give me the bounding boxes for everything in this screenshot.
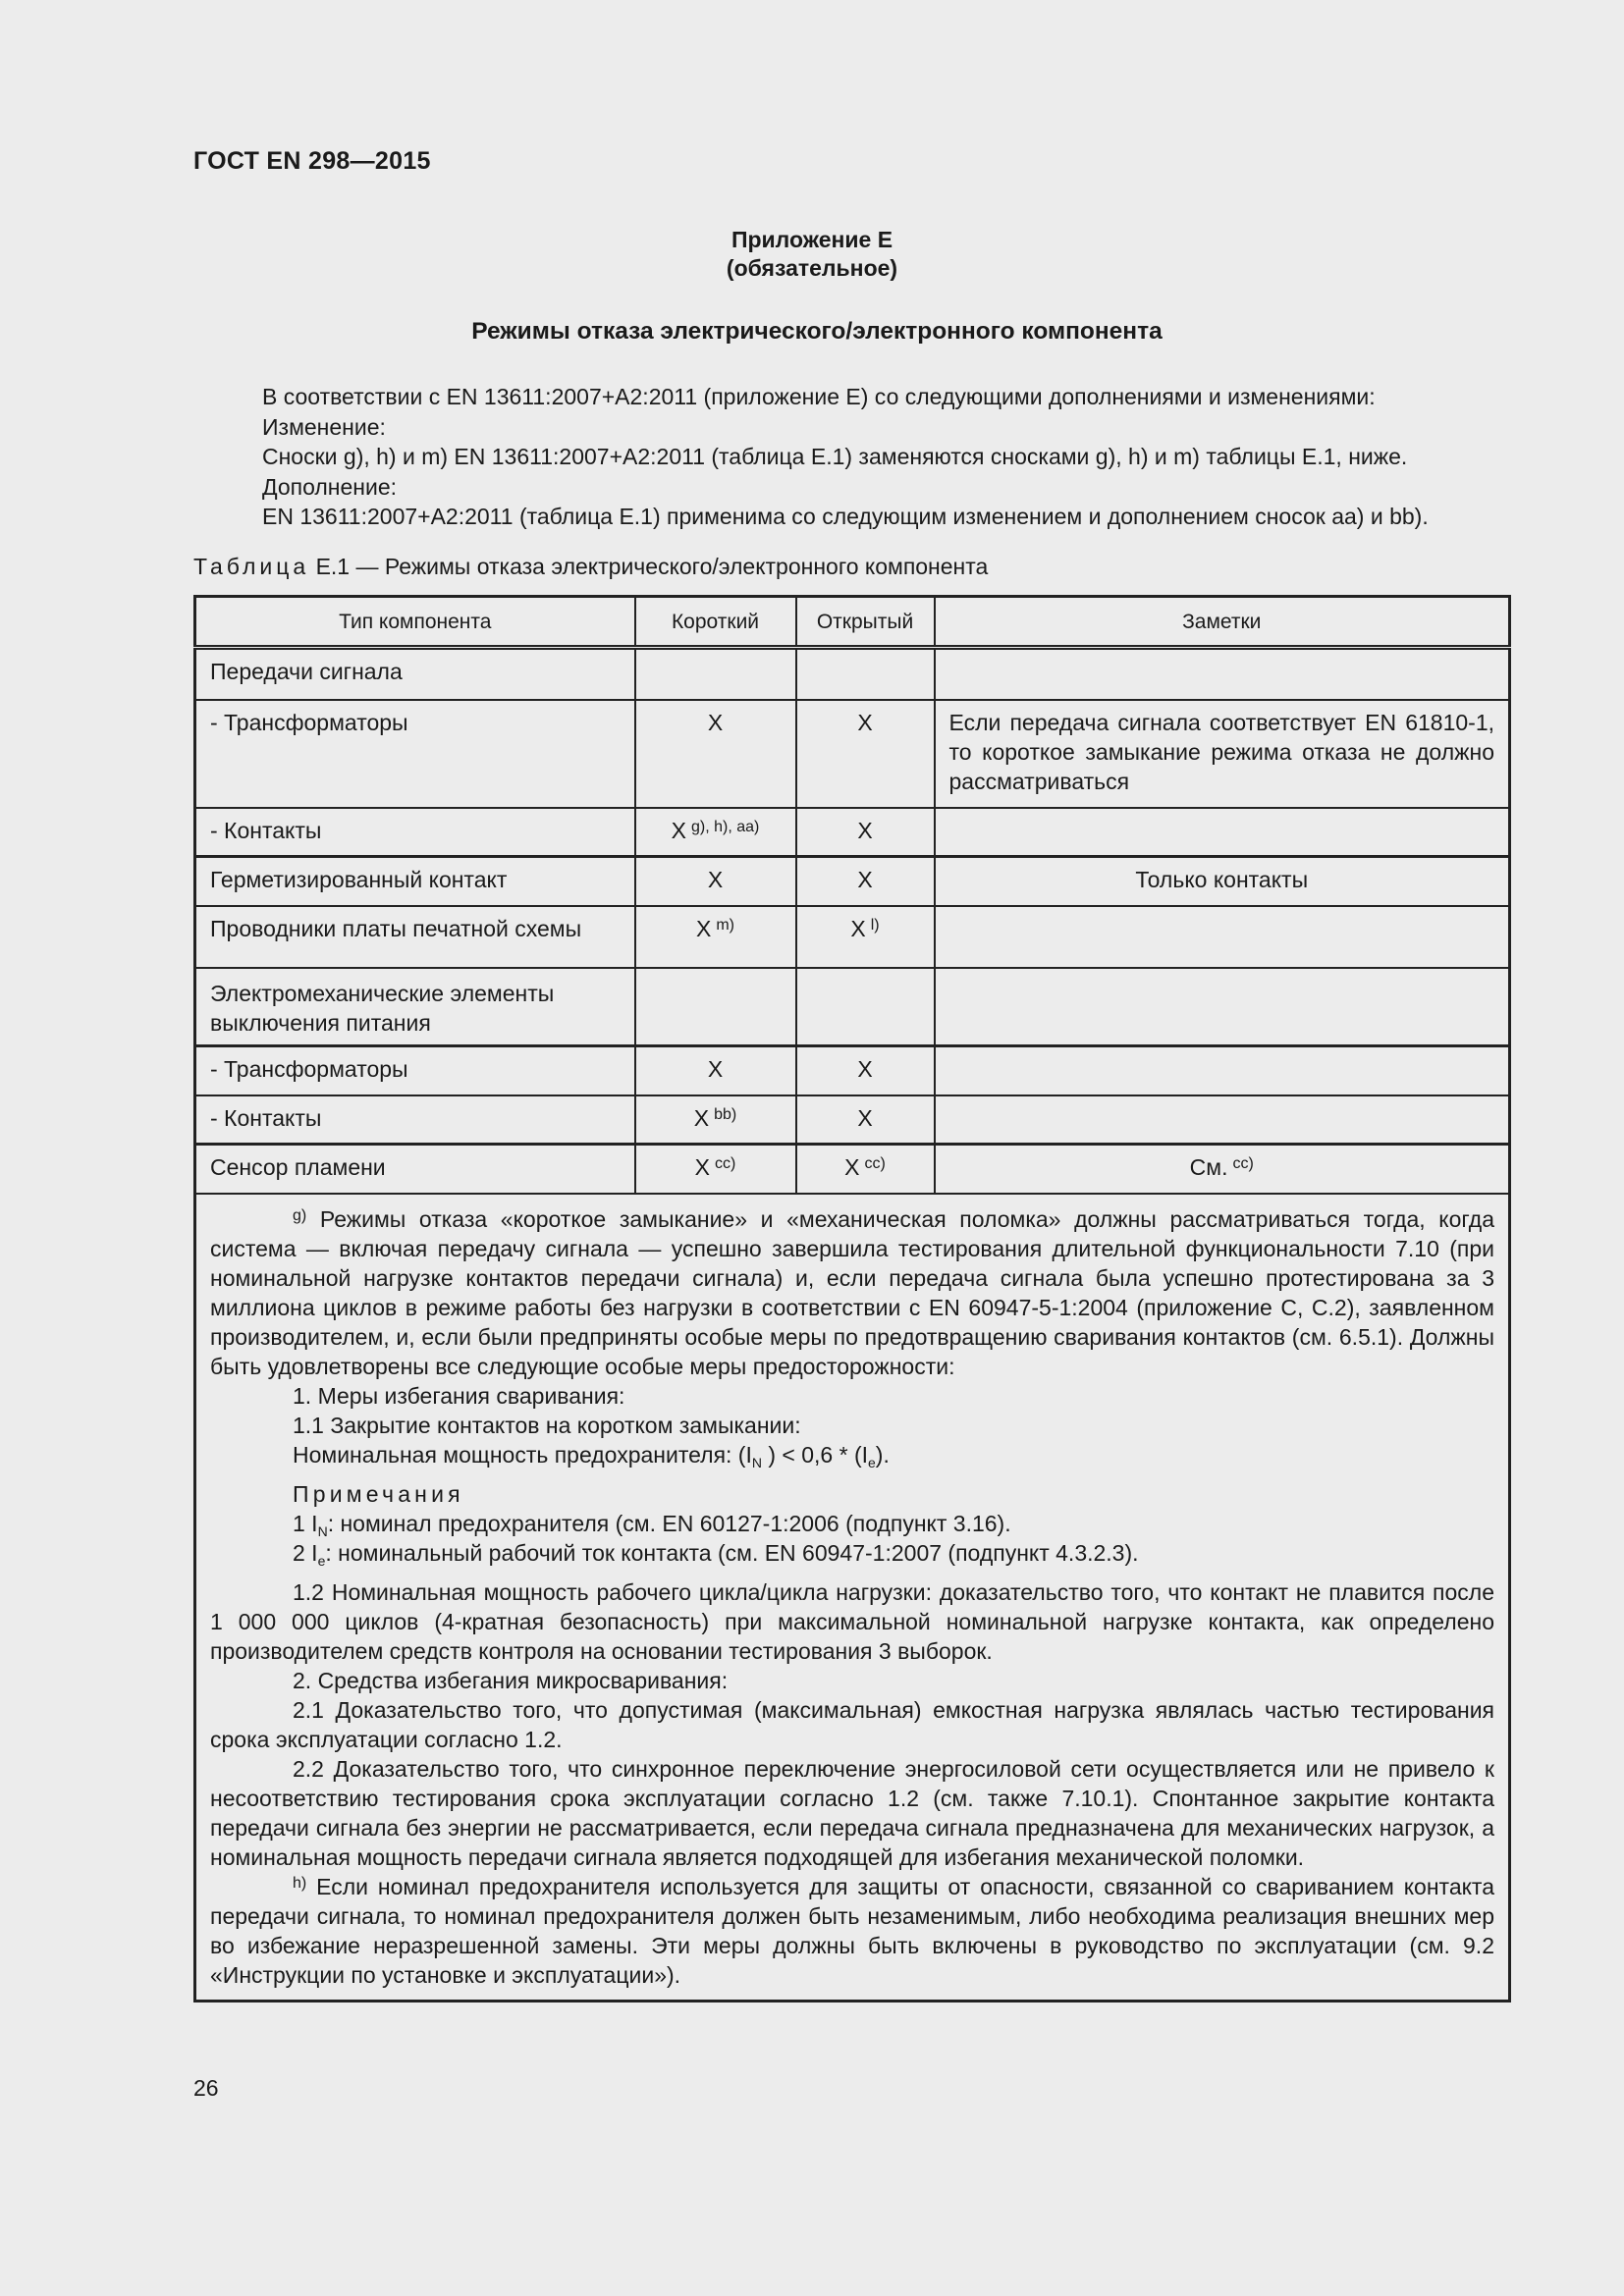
header-component-type: Тип компонента — [195, 597, 635, 648]
section-title: Режимы отказа электрического/электронного компонента — [471, 318, 1163, 345]
cell-type: Электромеханические элементы выключения питания — [195, 968, 635, 1046]
intro-line: Изменение: — [262, 413, 386, 440]
cell-notes — [935, 968, 1510, 1046]
intro-line: EN 13611:2007+A2:2011 (таблица Е.1) применима со следующим изменением и дополнением сносок аа) и bb). — [262, 504, 1429, 529]
table-caption-text: Е.1 — Режимы отказа электрического/электронного компонента — [315, 554, 989, 579]
table-caption — [193, 554, 988, 580]
cell-open: X — [796, 700, 935, 808]
cell-notes — [935, 648, 1510, 700]
cell-type: Проводники платы печатной схемы — [195, 906, 635, 968]
intro-line: Сноски g), h) и m) EN 13611:2007+A2:2011 (таблица Е.1) заменяются сносками g), h) и m) таблицы Е.1, ниже. — [262, 444, 1408, 469]
cell-type: - Трансформаторы — [195, 700, 635, 808]
failure-modes-table — [193, 595, 1511, 2002]
footnote-g: $^{g)}$ Режимы отказа «короткое замыкание» и «механическая поломка» должны рассматриваться тогда, когда система — включая передачу сигнала — успешно завершила тестирования длительной функциональности 7.10 (при номинальной нагрузке контактов передачи сигнала) и, если передача сигнала была успешно протестирована за 3 миллиона циклов в режиме работы без нагрузки в соответствии с EN 60947-5-1:2004 (приложение С, С.2), заявленном производителем, и, если были предприняты особые меры по предотвращению сваривания контактов (см. 6.5.1). Должны быть удовлетворены все следующие особые меры предосторожности: — [210, 1205, 1494, 1379]
cell-short: X — [635, 857, 796, 906]
cell-open — [796, 648, 935, 700]
cell-open: X — [796, 808, 935, 857]
cell-short — [635, 968, 796, 1046]
page-number: 26 — [193, 2075, 219, 2101]
cell-open — [796, 968, 935, 1046]
footnote-marker: g) — [293, 1206, 307, 1224]
table-caption-prefix: Таблица — [193, 554, 310, 579]
note-line: 2 $I_e$: номинальный рабочий ток контакта (см. EN 60947-1:2007 (подпункт 4.3.2.3). — [293, 1539, 1139, 1569]
annex-heading — [0, 226, 1624, 283]
measure-item: 2.2 Доказательство того, что синхронное переключение энергосиловой сети осуществляется или не привело к несоответствию тестирования срока эксплуатации согласно 1.2 (см. также 7.10.1). Спонтанное закрытие контакта передачи сигнала без энергии не рассматривается, если передача сигнала предназначена для механических нагрузок, а номинальная мощность передачи сигнала является подходящей для избегания механической поломки. — [210, 1755, 1494, 1870]
footnotes-cell — [195, 1194, 1510, 2002]
cell-notes — [935, 1046, 1510, 1095]
table-header-row — [195, 597, 1510, 648]
annex-title: Приложение Е — [731, 227, 893, 252]
measure-item: 1.1 Закрытие контактов на коротком замыкании: — [293, 1412, 801, 1438]
cell-notes — [935, 1095, 1510, 1145]
measure-item: 1.2 Номинальная мощность рабочего цикла/цикла нагрузки: доказательство того, что контакт не плавится после 1 000 000 циклов (4-кратная безопасность) при максимальной номинальной нагрузке контакта, как определено производителем средств контроля на основании тестирования 3 выборок. — [210, 1578, 1494, 1664]
document-code: ГОСТ EN 298—2015 — [193, 147, 431, 175]
header-short: Короткий — [635, 597, 796, 648]
table-row — [195, 648, 1510, 700]
intro-text — [262, 382, 1509, 532]
cell-type: - Контакты — [195, 1095, 635, 1145]
table-row — [195, 857, 1510, 906]
cell-open: X — [796, 1095, 935, 1145]
table-row — [195, 808, 1510, 857]
annex-status: (обязательное) — [726, 255, 898, 281]
cell-short: X — [635, 1046, 796, 1095]
footnote-marker: h) — [293, 1874, 307, 1892]
header-notes: Заметки — [935, 597, 1510, 648]
cell-short — [635, 648, 796, 700]
intro-line: Дополнение: — [262, 473, 398, 500]
cell-short: X — [635, 700, 796, 808]
cell-open: X $^{cc)}$ — [796, 1145, 935, 1194]
measure-item: 1. Меры избегания сваривания: — [293, 1382, 625, 1409]
cell-notes: См. $^{cc)}$ — [935, 1145, 1510, 1194]
cell-type: Сенсор пламени — [195, 1145, 635, 1194]
cell-short: X $^{bb)}$ — [635, 1095, 796, 1145]
notes-heading: Примечания — [293, 1480, 464, 1507]
cell-short: X $^{m)}$ — [635, 906, 796, 968]
cell-notes: Только контакты — [935, 857, 1510, 906]
cell-type: Герметизированный контакт — [195, 857, 635, 906]
cell-open: X $^{l)}$ — [796, 906, 935, 968]
table-row — [195, 1046, 1510, 1095]
table-row — [195, 1095, 1510, 1145]
table-row — [195, 906, 1510, 968]
table-row — [195, 1145, 1510, 1194]
cell-notes — [935, 808, 1510, 857]
cell-open: X — [796, 857, 935, 906]
fuse-rating-formula: Номинальная мощность предохранителя: ($I_N$ ) < $0,6 * (I_e)$. — [293, 1441, 890, 1470]
cell-short: X $^{g), h), aa)}$ — [635, 808, 796, 857]
table-row — [195, 700, 1510, 808]
cell-open: X — [796, 1046, 935, 1095]
table-row — [195, 968, 1510, 1046]
cell-type: - Контакты — [195, 808, 635, 857]
measure-item: 2. Средства избегания микросваривания: — [293, 1667, 729, 1693]
cell-type: Передачи сигнала — [195, 648, 635, 700]
cell-type: - Трансформаторы — [195, 1046, 635, 1095]
note-line: 1 $I_N$: номинал предохранителя (см. EN 60127-1:2006 (подпункт 3.16). — [293, 1510, 1011, 1539]
footnote-h: $^{h)}$ Если номинал предохранителя используется для защиты от опасности, связанной со свариванием контакта передачи сигнала, то номинал предохранителя должен быть незаменимым, либо необходима реализация внешних мер во избежание неразрешенной замены. Эти меры должны быть включены в руководство по эксплуатации (см. 9.2 «Инструкции по установке и эксплуатации»). — [210, 1873, 1494, 1988]
cell-notes: Если передача сигнала соответствует EN 61810-1, то короткое замыкание режима отказа не должно рассматриваться — [935, 700, 1510, 808]
header-open: Открытый — [796, 597, 935, 648]
measure-item: 2.1 Доказательство того, что допустимая (максимальная) емкостная нагрузка являлась частью тестирования срока эксплуатации согласно 1.2. — [210, 1696, 1494, 1752]
cell-short: X $^{cc)}$ — [635, 1145, 796, 1194]
cell-notes — [935, 906, 1510, 968]
footnotes-row — [195, 1194, 1510, 2002]
intro-line: В соответствии с EN 13611:2007+A2:2011 (приложение Е) со следующими дополнениями и изменениями: — [262, 384, 1376, 409]
